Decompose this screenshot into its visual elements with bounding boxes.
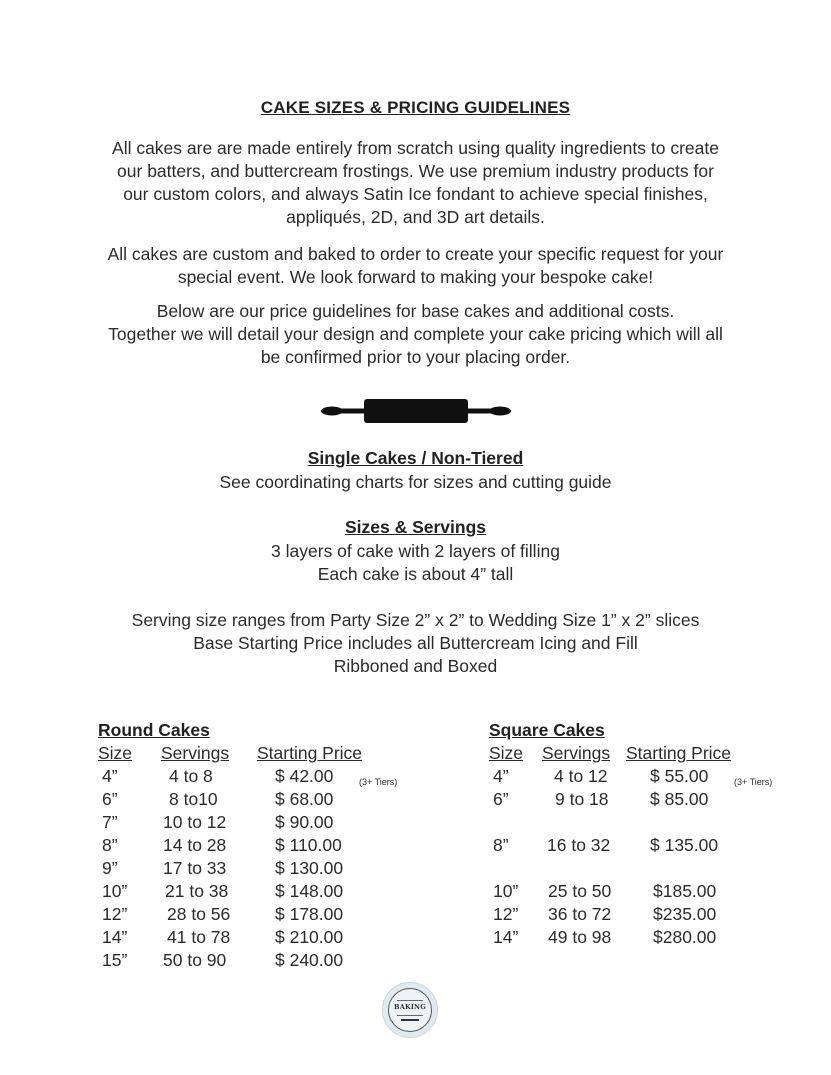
servings-cell: 41 to 78 bbox=[167, 927, 231, 947]
price-cell: $235.00 bbox=[653, 904, 717, 924]
custom-line: All cakes are custom and baked to order to create your specific request for your bbox=[107, 244, 724, 264]
round-cakes-title: Round Cakes bbox=[98, 720, 210, 740]
column-header-starting-price: Starting Price bbox=[626, 743, 732, 763]
servings-cell: 4 to 8 bbox=[169, 766, 213, 786]
sizes-line: 3 layers of cake with 2 layers of filling bbox=[271, 541, 560, 561]
servings-cell: 4 to 12 bbox=[554, 766, 608, 786]
page-title: CAKE SIZES & PRICING GUIDELINES bbox=[260, 98, 571, 117]
servings-cell: 21 to 38 bbox=[165, 881, 229, 901]
intro-line: appliqués, 2D, and 3D art details. bbox=[286, 207, 545, 227]
price-cell: $ 148.00 bbox=[275, 881, 344, 901]
price-cell: $ 135.00 bbox=[650, 835, 719, 855]
price-cell: $ 210.00 bbox=[275, 927, 344, 947]
servings-cell: 36 to 72 bbox=[548, 904, 612, 924]
sizes-line: Each cake is about 4” tall bbox=[317, 564, 514, 584]
servings-cell: 17 to 33 bbox=[163, 858, 227, 878]
column-header-servings: Servings bbox=[161, 743, 230, 763]
size-cell: 7” bbox=[102, 812, 118, 832]
size-cell: 8” bbox=[102, 835, 118, 855]
price-cell: $ 178.00 bbox=[275, 904, 344, 924]
servings-cell: 25 to 50 bbox=[548, 881, 612, 901]
column-header-size: Size bbox=[489, 743, 524, 763]
guidelines-line: be confirmed prior to your placing order. bbox=[260, 347, 571, 367]
single-cakes-line: See coordinating charts for sizes and cutting guide bbox=[219, 472, 612, 492]
size-cell: 6” bbox=[493, 789, 509, 809]
servings-cell: 28 to 56 bbox=[167, 904, 231, 924]
guidelines-line: Together we will detail your design and complete your cake pricing which will all bbox=[108, 324, 723, 344]
column-header-starting-price: Starting Price bbox=[257, 743, 363, 763]
price-cell: $ 42.00 bbox=[275, 766, 334, 786]
sizes-line: Ribboned and Boxed bbox=[333, 656, 498, 676]
price-cell: $ 130.00 bbox=[275, 858, 344, 878]
single-cakes-heading: Single Cakes / Non-Tiered bbox=[307, 448, 524, 468]
intro-paragraph bbox=[0, 137, 831, 229]
price-cell: $280.00 bbox=[653, 927, 717, 947]
size-cell: 14” bbox=[493, 927, 519, 947]
logo-text: BAKING bbox=[394, 1003, 426, 1011]
size-cell: 12” bbox=[493, 904, 519, 924]
servings-cell: 50 to 90 bbox=[163, 950, 227, 970]
servings-cell: 10 to 12 bbox=[163, 812, 227, 832]
intro-line: our batters, and buttercream frostings. We use premium industry products for bbox=[117, 161, 714, 181]
column-header-size: Size bbox=[98, 743, 133, 763]
guidelines-paragraph bbox=[0, 300, 831, 369]
intro-line: our custom colors, and always Satin Ice fondant to achieve special finishes, bbox=[123, 184, 708, 204]
size-cell: 12” bbox=[102, 904, 128, 924]
size-cell: 8” bbox=[493, 835, 509, 855]
sizes-servings-heading: Sizes & Servings bbox=[344, 517, 487, 537]
size-cell: 10” bbox=[493, 881, 519, 901]
servings-cell: 49 to 98 bbox=[548, 927, 612, 947]
sizes-line: Serving size ranges from Party Size 2” x 2” to Wedding Size 1” x 2” slices bbox=[131, 610, 700, 630]
price-cell: $ 85.00 bbox=[650, 789, 709, 809]
guidelines-line: Below are our price guidelines for base cakes and additional costs. bbox=[156, 301, 675, 321]
size-cell: 6” bbox=[102, 789, 118, 809]
price-cell: $ 110.00 bbox=[275, 835, 342, 855]
price-cell: $ 90.00 bbox=[275, 812, 334, 832]
sizes-line: Base Starting Price includes all Buttercream Icing and Fill bbox=[193, 633, 638, 653]
price-cell: $185.00 bbox=[653, 881, 717, 901]
size-cell: 10” bbox=[102, 881, 128, 901]
square-cakes-title: Square Cakes bbox=[489, 720, 605, 740]
size-cell: 9” bbox=[102, 858, 118, 878]
servings-cell: 8 to10 bbox=[169, 789, 218, 809]
baking-company-logo bbox=[382, 982, 438, 1038]
servings-cell: 9 to 18 bbox=[555, 789, 609, 809]
custom-line: special event. We look forward to making your bespoke cake! bbox=[177, 267, 654, 287]
size-cell: 4” bbox=[102, 766, 118, 786]
size-cell: 4” bbox=[493, 766, 509, 786]
price-cell: $ 240.00 bbox=[275, 950, 344, 970]
tier-note: (3+ Tiers) bbox=[734, 777, 773, 787]
size-cell: 14” bbox=[102, 927, 128, 947]
intro-line: All cakes are are made entirely from scratch using quality ingredients to create bbox=[112, 138, 719, 158]
price-cell: $ 68.00 bbox=[275, 789, 334, 809]
price-cell: $ 55.00 bbox=[650, 766, 709, 786]
custom-paragraph bbox=[0, 243, 831, 289]
column-header-servings: Servings bbox=[542, 743, 611, 763]
servings-cell: 16 to 32 bbox=[547, 835, 611, 855]
rolling-pin-icon bbox=[320, 393, 512, 433]
servings-cell: 14 to 28 bbox=[163, 835, 227, 855]
size-cell: 15” bbox=[102, 950, 128, 970]
tier-note: (3+ Tiers) bbox=[359, 777, 398, 787]
